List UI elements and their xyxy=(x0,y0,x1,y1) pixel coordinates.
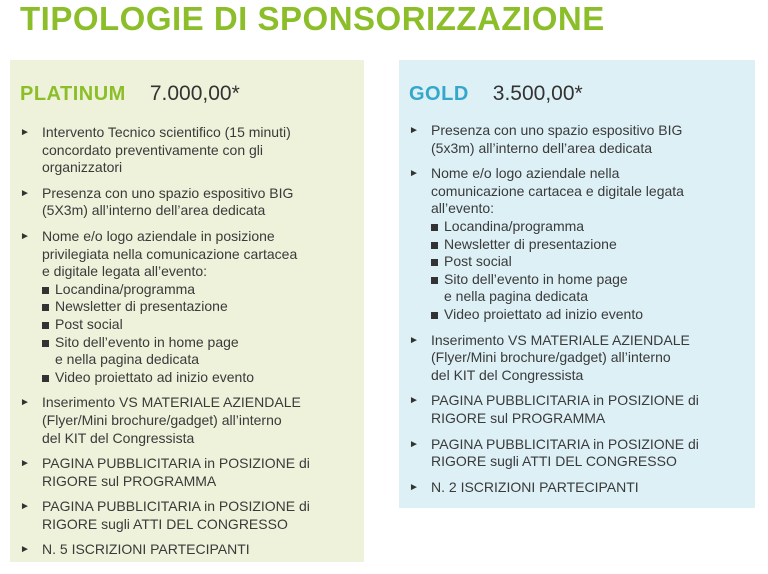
square-bullet-icon xyxy=(42,287,49,294)
gold-package-box xyxy=(399,60,755,508)
benefit-text-line: Inserimento VS MATERIALE AZIENDALE xyxy=(431,331,690,348)
benefit-text-line: Presenza con uno spazio espositivo BIG xyxy=(431,122,683,138)
benefit-item xyxy=(20,541,354,559)
gold-tier-name: GOLD xyxy=(409,83,469,105)
benefit-sub-text-line: Video proiettato ad inizio evento xyxy=(55,368,254,385)
benefit-text-line: all’evento: xyxy=(431,200,495,217)
benefit-text-line: Nome e/o logo aziendale nella xyxy=(431,165,620,182)
benefit-sub-item xyxy=(42,316,354,334)
benefit-item xyxy=(409,436,745,471)
benefit-sub-item xyxy=(42,369,354,387)
benefit-sub-text-line: Sito dell’evento in home page xyxy=(444,270,628,287)
benefit-sub-text-line: Video proiettato ad inizio evento xyxy=(444,305,643,322)
triangle-right-icon: ► xyxy=(20,501,30,513)
square-bullet-icon xyxy=(42,375,49,382)
benefit-text-line: N. 2 ISCRIZIONI PARTECIPANTI xyxy=(431,478,639,495)
platinum-price: 7.000,00* xyxy=(149,82,240,105)
benefit-sub-item xyxy=(42,281,354,299)
triangle-right-icon: ► xyxy=(20,397,30,409)
benefit-text-line: organizzatori xyxy=(42,159,123,176)
triangle-right-icon: ► xyxy=(409,125,419,136)
benefit-item xyxy=(20,124,354,177)
triangle-right-icon: ► xyxy=(20,187,30,199)
benefit-text-line: Nome e/o logo aziendale in posizione xyxy=(42,227,275,244)
square-bullet-icon xyxy=(431,224,438,231)
benefit-sub-item xyxy=(431,236,745,254)
benefit-sub-text-line: Post social xyxy=(55,315,123,332)
square-bullet-icon xyxy=(42,304,49,311)
square-bullet-icon xyxy=(431,277,438,284)
square-bullet-icon xyxy=(42,322,49,329)
benefit-item xyxy=(409,392,745,427)
benefit-text-line: del KIT del Congressista xyxy=(431,366,584,383)
benefit-item xyxy=(20,394,354,447)
benefit-text-line: PAGINA PUBBLICITARIA in POSIZIONE di xyxy=(42,498,310,515)
benefit-item xyxy=(20,498,354,533)
benefit-text-line: N. 5 ISCRIZIONI PARTECIPANTI xyxy=(42,541,250,558)
benefit-sub-text-line: Locandina/programma xyxy=(444,217,585,234)
benefit-sub-item xyxy=(42,298,354,316)
square-bullet-icon xyxy=(431,242,438,249)
gold-header xyxy=(409,60,745,106)
square-bullet-icon xyxy=(431,259,438,266)
benefit-text-line: (Flyer/Mini brochure/gadget) all’interno xyxy=(431,349,671,366)
benefit-sub-text-line: Locandina/programma xyxy=(55,280,196,297)
triangle-right-icon: ► xyxy=(409,438,419,450)
benefit-sub-item xyxy=(42,334,354,369)
platinum-header xyxy=(20,60,354,106)
benefit-sub-item xyxy=(431,218,745,236)
gold-benefits-list xyxy=(409,122,745,496)
benefit-sub-text-line: Sito dell’evento in home page xyxy=(55,333,239,350)
benefit-item xyxy=(20,185,354,220)
triangle-right-icon: ► xyxy=(409,168,419,180)
triangle-right-icon: ► xyxy=(20,458,30,470)
platinum-package-box xyxy=(10,60,364,562)
benefit-sub-text-line: Post social xyxy=(444,253,512,270)
benefit-text-line: (Flyer/Mini brochure/gadget) all’interno xyxy=(42,411,282,428)
benefit-sub-text-line: e nella pagina dedicata xyxy=(444,288,589,305)
triangle-right-icon: ► xyxy=(20,544,30,556)
platinum-benefits-list xyxy=(20,124,354,559)
benefit-text-line: RIGORE sugli ATTI DEL CONGRESSO xyxy=(431,453,677,470)
benefit-sub-text-line: e nella pagina dedicata xyxy=(55,351,200,368)
benefit-text-line: (5x3m) all’interno dell’area dedicata xyxy=(431,139,653,156)
benefit-text-line: del KIT del Congressista xyxy=(42,429,195,446)
benefit-sub-item xyxy=(431,271,745,306)
benefit-text-line: concordato preventivamente con gli xyxy=(42,141,264,158)
page-title: TIPOLOGIE DI SPONSORIZZAZIONE xyxy=(20,0,605,37)
benefit-item xyxy=(20,455,354,490)
benefit-item xyxy=(409,122,745,157)
benefit-text-line: comunicazione cartacea e digitale legata xyxy=(431,182,684,199)
benefit-text-line: Intervento Tecnico scientifico (15 minuti) xyxy=(42,124,291,140)
benefit-sub-text-line: Newsletter di presentazione xyxy=(444,235,617,252)
benefit-text-line: Presenza con uno spazio espositivo BIG xyxy=(42,184,294,201)
benefit-sub-item xyxy=(431,253,745,271)
benefit-text-line: Inserimento VS MATERIALE AZIENDALE xyxy=(42,394,301,411)
benefit-item xyxy=(409,479,745,497)
benefit-text-line: RIGORE sul PROGRAMMA xyxy=(431,409,606,426)
benefit-text-line: e digitale legata all’evento: xyxy=(42,263,208,280)
benefit-item xyxy=(409,165,745,323)
square-bullet-icon xyxy=(42,340,49,347)
platinum-tier-name: PLATINUM xyxy=(20,83,126,105)
triangle-right-icon: ► xyxy=(20,230,30,242)
benefit-item xyxy=(409,332,745,385)
benefit-sub-item xyxy=(431,306,745,324)
benefit-text-line: PAGINA PUBBLICITARIA in POSIZIONE di xyxy=(42,455,310,472)
benefit-text-line: PAGINA PUBBLICITARIA in POSIZIONE di xyxy=(431,435,699,452)
benefit-text-line: PAGINA PUBBLICITARIA in POSIZIONE di xyxy=(431,392,699,409)
benefit-text-line: RIGORE sugli ATTI DEL CONGRESSO xyxy=(42,515,288,532)
benefit-text-line: RIGORE sul PROGRAMMA xyxy=(42,472,217,489)
benefit-text-line: privilegiata nella comunicazione cartacea xyxy=(42,245,298,262)
square-bullet-icon xyxy=(431,312,438,319)
benefit-sub-text-line: Newsletter di presentazione xyxy=(55,298,228,315)
triangle-right-icon: ► xyxy=(409,481,419,493)
benefit-sub-list xyxy=(431,218,745,324)
benefit-item xyxy=(20,228,354,386)
gold-price: 3.500,00* xyxy=(492,82,583,105)
triangle-right-icon: ► xyxy=(20,127,30,138)
benefit-text-line: (5X3m) all’interno dell’area dedicata xyxy=(42,202,266,219)
benefit-sub-list xyxy=(42,281,354,387)
triangle-right-icon: ► xyxy=(409,395,419,407)
triangle-right-icon: ► xyxy=(409,334,419,346)
